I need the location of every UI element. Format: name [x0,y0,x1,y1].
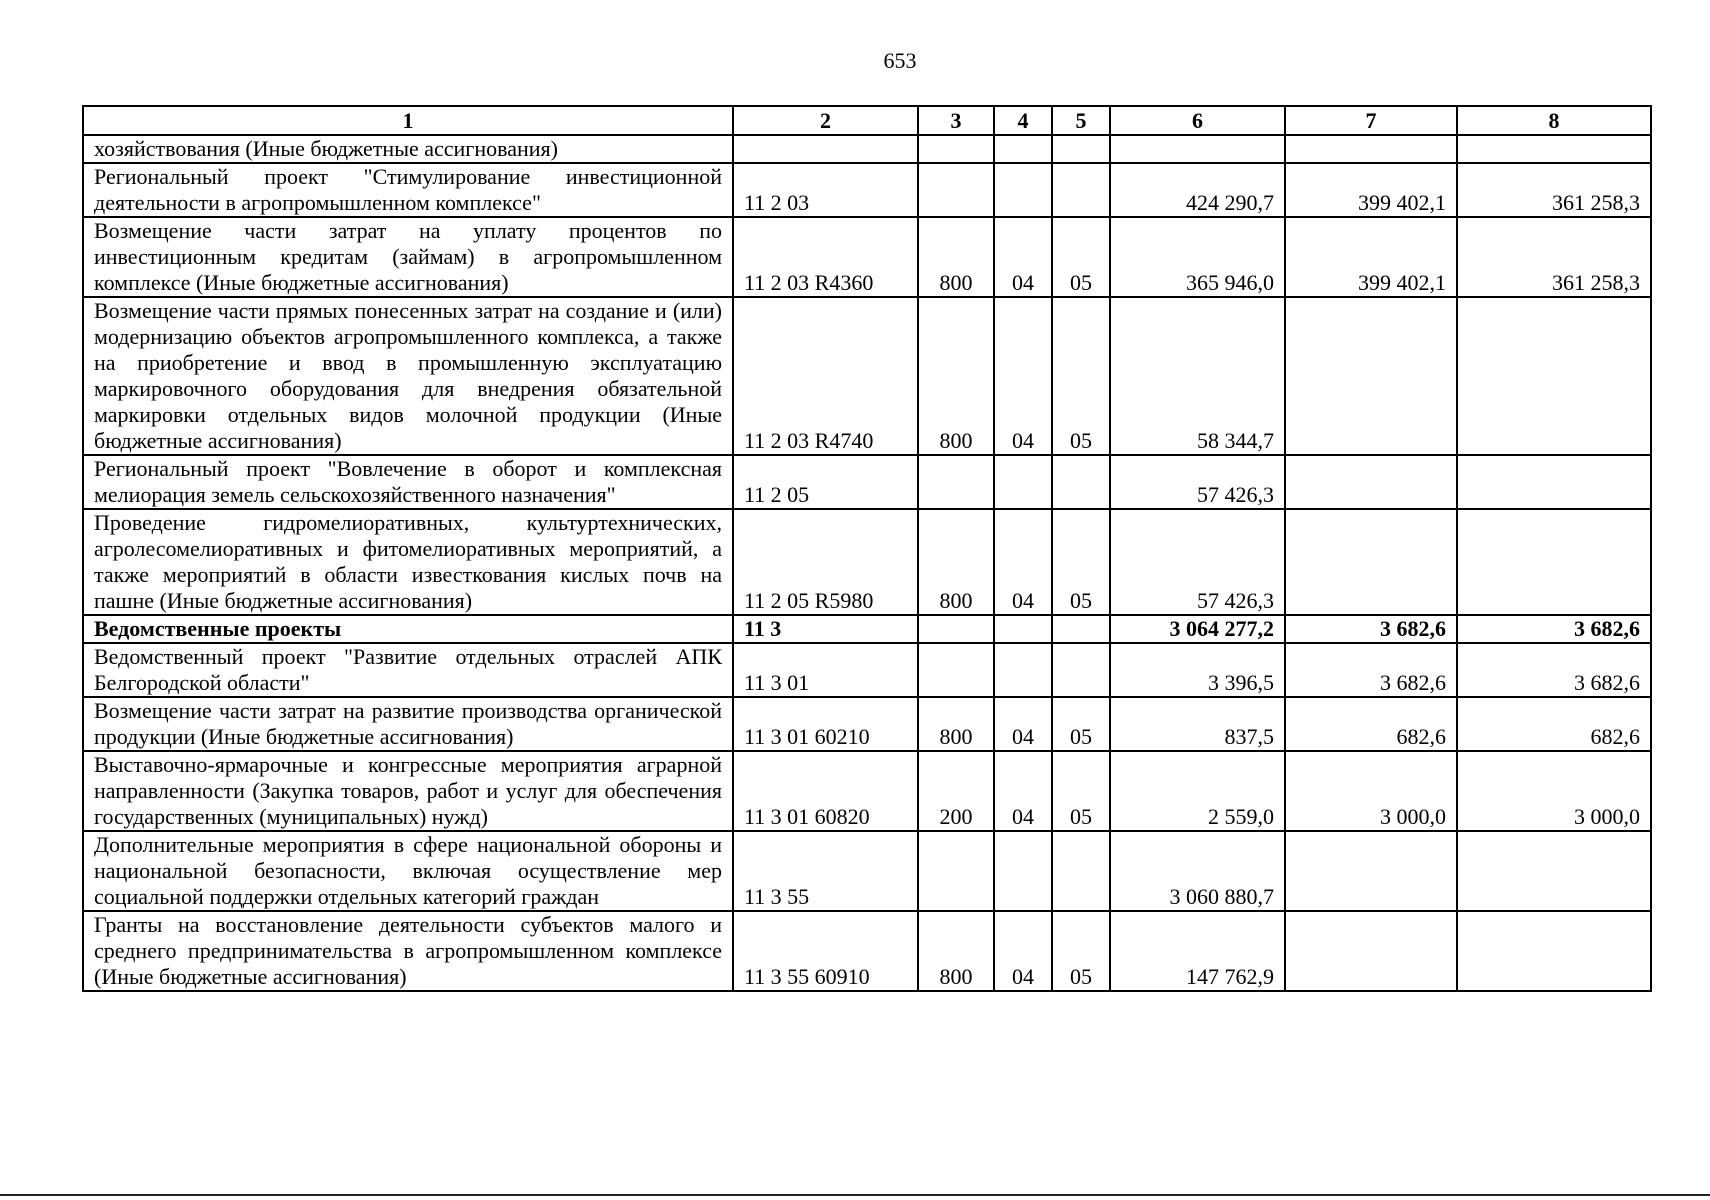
row-col5-cell: 05 [1052,217,1110,297]
row-col3-cell: 800 [918,697,994,751]
row-code-cell: 11 3 55 60910 [733,911,918,991]
row-code-cell [733,135,918,163]
header-col-2: 2 [733,106,918,135]
row-col3-cell: 800 [918,297,994,455]
scan-edge-line [0,1194,1710,1196]
table-row [83,297,1651,455]
row-col8-cell: 361 258,3 [1457,163,1651,217]
row-col7-cell: 399 402,1 [1285,217,1457,297]
table-header-row [83,106,1651,135]
table-row [83,135,1651,163]
row-col3-cell [918,163,994,217]
row-code-cell: 11 2 03 R4740 [733,297,918,455]
header-col-4: 4 [994,106,1052,135]
row-col8-cell [1457,911,1651,991]
row-col5-cell: 05 [1052,751,1110,831]
row-col7-cell [1285,911,1457,991]
row-col3-cell: 800 [918,509,994,615]
row-col3-cell [918,135,994,163]
row-col8-cell [1457,297,1651,455]
row-col3-cell [918,643,994,697]
row-name-cell: Региональный проект "Стимулирование инвестиционной деятельности в агропромышленном комплексе" [83,163,733,217]
row-col7-cell: 3 682,6 [1285,643,1457,697]
row-col3-cell: 800 [918,911,994,991]
row-code-cell: 11 2 05 R5980 [733,509,918,615]
row-col6-cell: 837,5 [1110,697,1285,751]
row-col7-cell [1285,297,1457,455]
row-col5-cell: 05 [1052,297,1110,455]
row-col7-cell: 399 402,1 [1285,163,1457,217]
row-name-cell: Гранты на восстановление деятельности субъектов малого и среднего предпринимательства в агропромышленном комплексе (Иные бюджетные ассигнования) [83,911,733,991]
header-col-6: 6 [1110,106,1285,135]
page-number: 653 [883,48,917,73]
table-row [83,643,1651,697]
table-row [83,163,1651,217]
row-name-cell: Выставочно-ярмарочные и конгрессные мероприятия аграрной направленности (Закупка товаров, работ и услуг для обеспечения государственных (муниципальных) нужд) [83,751,733,831]
table-row [83,831,1651,911]
header-col-5: 5 [1052,106,1110,135]
row-col5-cell [1052,643,1110,697]
table-row [83,751,1651,831]
row-col6-cell [1110,135,1285,163]
row-name-cell: Ведомственный проект "Развитие отдельных отраслей АПК Белгородской области" [83,643,733,697]
row-col3-cell [918,831,994,911]
row-col8-cell: 3 000,0 [1457,751,1651,831]
row-col7-cell [1285,135,1457,163]
row-col5-cell [1052,163,1110,217]
budget-table [82,105,1652,992]
row-col8-cell: 361 258,3 [1457,217,1651,297]
row-col3-cell: 200 [918,751,994,831]
row-col8-cell: 682,6 [1457,697,1651,751]
table-row [83,697,1651,751]
row-col4-cell: 04 [994,509,1052,615]
row-name-cell: Проведение гидромелиоративных, культуртехнических, агролесомелиоративных и фитомелиоративных мероприятий, а также мероприятий в области известкования кислых почв на пашне (Иные бюджетные ассигнования) [83,509,733,615]
header-col-8: 8 [1457,106,1651,135]
row-col5-cell [1052,135,1110,163]
row-col5-cell: 05 [1052,697,1110,751]
row-name-cell: Дополнительные мероприятия в сфере национальной обороны и национальной безопасности, включая осуществление мер социальной поддержки отдельных категорий граждан [83,831,733,911]
row-col7-cell [1285,831,1457,911]
row-col6-cell: 147 762,9 [1110,911,1285,991]
row-name-cell: Региональный проект "Вовлечение в оборот и комплексная мелиорация земель сельскохозяйственного назначения" [83,455,733,509]
row-col6-cell: 3 064 277,2 [1110,615,1285,643]
row-col6-cell: 57 426,3 [1110,509,1285,615]
row-col3-cell [918,455,994,509]
row-col7-cell: 682,6 [1285,697,1457,751]
row-col5-cell [1052,831,1110,911]
row-col8-cell [1457,135,1651,163]
row-col4-cell [994,615,1052,643]
row-col4-cell [994,831,1052,911]
row-col6-cell: 57 426,3 [1110,455,1285,509]
row-name-cell: Возмещение части затрат на развитие производства органической продукции (Иные бюджетные ассигнования) [83,697,733,751]
row-col4-cell [994,643,1052,697]
row-col8-cell [1457,455,1651,509]
table-row [83,217,1651,297]
row-col8-cell [1457,831,1651,911]
row-name-cell: Возмещение части затрат на уплату процентов по инвестиционным кредитам (займам) в агропромышленном комплексе (Иные бюджетные ассигнования) [83,217,733,297]
row-col3-cell: 800 [918,217,994,297]
row-col6-cell: 3 060 880,7 [1110,831,1285,911]
row-col3-cell [918,615,994,643]
row-col5-cell: 05 [1052,509,1110,615]
row-name-cell: Возмещение части прямых понесенных затрат на создание и (или) модернизацию объектов агропромышленного комплекса, а также на приобретение и ввод в промышленную эксплуатацию маркировочного оборудования для внедрения обязательной маркировки отдельных видов молочной продукции (Иные бюджетные ассигнования) [83,297,733,455]
row-code-cell: 11 3 01 [733,643,918,697]
row-col4-cell [994,135,1052,163]
row-col6-cell: 424 290,7 [1110,163,1285,217]
row-col7-cell: 3 000,0 [1285,751,1457,831]
row-col5-cell [1052,615,1110,643]
row-col6-cell: 365 946,0 [1110,217,1285,297]
table-row [83,615,1651,643]
row-col4-cell [994,163,1052,217]
row-col5-cell: 05 [1052,911,1110,991]
row-code-cell: 11 3 55 [733,831,918,911]
table-row [83,911,1651,991]
row-col7-cell [1285,509,1457,615]
row-code-cell: 11 2 05 [733,455,918,509]
header-col-3: 3 [918,106,994,135]
table-row [83,509,1651,615]
row-code-cell: 11 3 [733,615,918,643]
row-col8-cell: 3 682,6 [1457,615,1651,643]
row-col6-cell: 58 344,7 [1110,297,1285,455]
row-col7-cell: 3 682,6 [1285,615,1457,643]
row-col8-cell: 3 682,6 [1457,643,1651,697]
row-col4-cell: 04 [994,297,1052,455]
row-code-cell: 11 2 03 R4360 [733,217,918,297]
row-col4-cell: 04 [994,911,1052,991]
row-col6-cell: 2 559,0 [1110,751,1285,831]
row-code-cell: 11 3 01 60210 [733,697,918,751]
row-col8-cell [1457,509,1651,615]
row-name-cell: хозяйствования (Иные бюджетные ассигнования) [83,135,733,163]
row-col4-cell: 04 [994,697,1052,751]
row-col6-cell: 3 396,5 [1110,643,1285,697]
row-col4-cell [994,455,1052,509]
table-row [83,455,1651,509]
row-col7-cell [1285,455,1457,509]
header-col-7: 7 [1285,106,1457,135]
row-code-cell: 11 2 03 [733,163,918,217]
row-code-cell: 11 3 01 60820 [733,751,918,831]
row-name-cell: Ведомственные проекты [83,615,733,643]
header-col-1: 1 [83,106,733,135]
row-col4-cell: 04 [994,751,1052,831]
row-col5-cell [1052,455,1110,509]
row-col4-cell: 04 [994,217,1052,297]
